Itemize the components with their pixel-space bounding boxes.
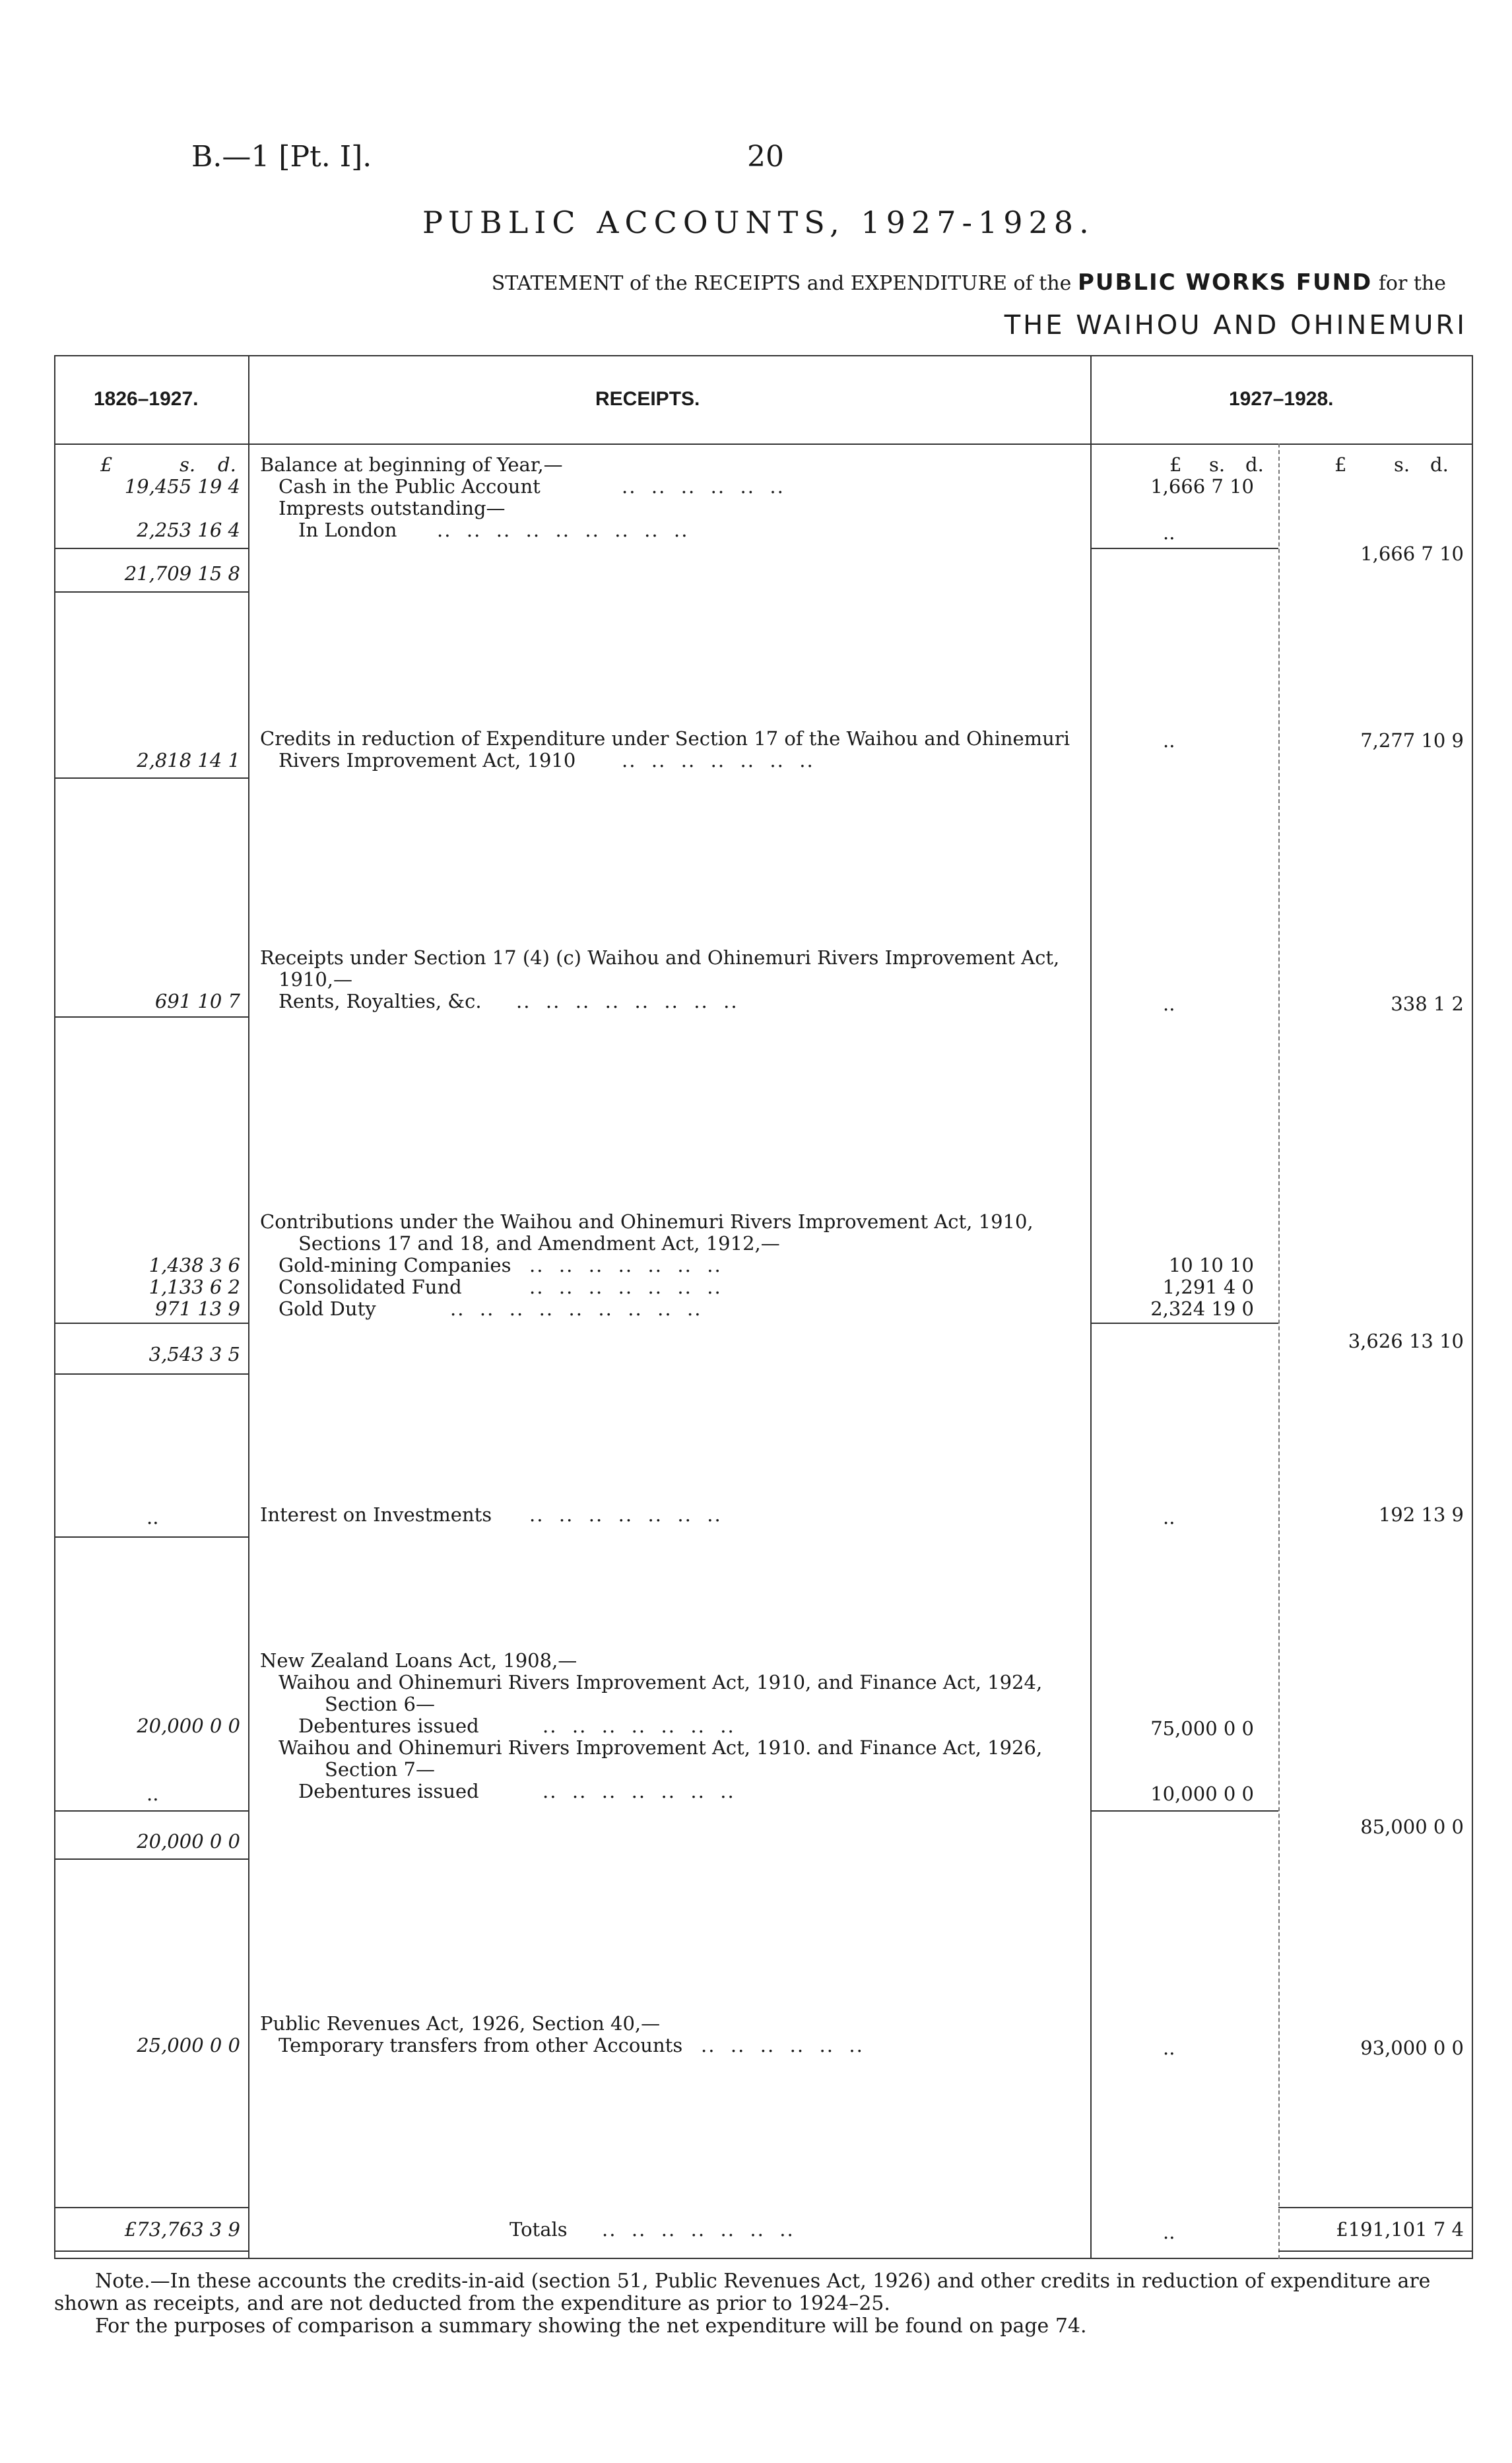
totals-curr: £191,101 7 4: [1336, 2218, 1464, 2241]
revenues-leader: .. .. .. .. .. ..: [701, 2034, 864, 2056]
rents-label: Rents, Royalties, &c.: [279, 990, 482, 1012]
page-number: 20: [747, 140, 784, 174]
revenues-heading: Public Revenues Act, 1926, Section 40,—: [260, 2012, 661, 2035]
consolidated-fund-label: Consolidated Fund: [279, 1276, 462, 1298]
imprests-label: Imprests outstanding—: [279, 497, 506, 519]
receipts-table: [54, 355, 1473, 2258]
contributions-subtotal-line-top: [54, 1323, 248, 1324]
balance-detail-rule: [1090, 548, 1278, 549]
consolidated-fund-prev: 1,133 6 2: [148, 1276, 240, 1298]
col-divider-receipts: [1090, 355, 1092, 2259]
fund-name: PUBLIC WORKS FUND: [1077, 269, 1373, 296]
gold-duty-label: Gold Duty: [279, 1297, 376, 1320]
table-top-border: [54, 355, 1473, 356]
rents-leader: .. .. .. .. .. .. .. ..: [516, 990, 739, 1012]
credits-curr-detail: ..: [1163, 729, 1175, 752]
interest-rule: [54, 1536, 248, 1538]
table-bottom-border: [54, 2258, 1473, 2259]
table-left-border: [54, 355, 55, 2259]
revenues-curr-detail: ..: [1163, 2037, 1175, 2059]
unit-shilling-total: s.: [1394, 453, 1410, 476]
interest-curr-detail: ..: [1163, 1506, 1175, 1528]
loans-a-label: Debentures issued: [298, 1715, 479, 1737]
loans-total-curr: 85,000 0 0: [1360, 1816, 1464, 1838]
totals-label: Totals: [509, 2218, 568, 2241]
contributions-subtotal-line-bottom: [54, 1373, 248, 1375]
statement-prefix: STATEMENT of the RECEIPTS and EXPENDITURE of the: [491, 272, 1072, 295]
credits-curr-total: 7,277 10 9: [1360, 729, 1464, 752]
statement-subtitle: THE WAIHOU AND OHINEMURI: [1004, 310, 1467, 341]
credits-rule: [54, 777, 248, 779]
table-right-border: [1472, 355, 1473, 2259]
rents-line1: Receipts under Section 17 (4) (c) Waihou and Ohinemuri Rivers Improvement Act,: [260, 946, 1060, 969]
loans-b-leader: .. .. .. .. .. .. ..: [542, 1780, 735, 1802]
balance-total-curr: 1,666 7 10: [1360, 542, 1464, 565]
cash-leader: .. .. .. .. .. ..: [622, 475, 785, 498]
balance-subtotal-line-bottom: [54, 591, 248, 593]
credits-line2: Rivers Improvement Act, 1910: [279, 749, 576, 772]
consolidated-fund-leader: .. .. .. .. .. .. ..: [529, 1276, 722, 1298]
cash-label: Cash in the Public Account: [279, 475, 541, 498]
interest-leader: .. .. .. .. .. .. ..: [529, 1503, 722, 1526]
revenues-curr-total: 93,000 0 0: [1360, 2037, 1464, 2059]
unit-shilling-detail: s.: [1209, 453, 1226, 476]
totals-leader: .. .. .. .. .. .. ..: [602, 2218, 795, 2241]
cash-curr: 1,666 7 10: [1150, 475, 1254, 498]
totals-rule-curr-top: [1278, 2207, 1472, 2208]
loans-detail-rule: [1090, 1810, 1278, 1812]
balance-subtotal-line-top: [54, 548, 248, 549]
unit-shilling-prev: s.: [180, 453, 196, 476]
unit-pound-prev: £: [100, 453, 113, 476]
rents-curr-total: 338 1 2: [1391, 993, 1464, 1015]
rents-line2: 1910,—: [279, 968, 353, 991]
col-header-prev-year: 1826–1927.: [94, 388, 199, 410]
london-curr: ..: [1163, 521, 1175, 544]
interest-prev: ..: [147, 1506, 159, 1528]
unit-pence-total: d.: [1430, 453, 1449, 476]
header-bottom-border: [54, 443, 1473, 445]
gold-mining-leader: .. .. .. .. .. .. ..: [529, 1254, 722, 1276]
totals-curr-detail: ..: [1163, 2221, 1175, 2243]
unit-pound-detail: £: [1169, 453, 1182, 476]
interest-label: Interest on Investments: [260, 1503, 492, 1526]
loans-heading: New Zealand Loans Act, 1908,—: [260, 1649, 577, 1672]
loans-b-line1: Waihou and Ohinemuri Rivers Improvement Act, 1910. and Finance Act, 1926,: [279, 1736, 1043, 1759]
balance-subtotal-prev: 21,709 15 8: [124, 562, 240, 585]
rents-prev: 691 10 7: [154, 990, 240, 1012]
footnote-line2: For the purposes of comparison a summary showing the net expenditure will be found on page 74.: [95, 2315, 1087, 2338]
revenues-prev: 25,000 0 0: [137, 2034, 240, 2056]
loans-subtotal-line-top: [54, 1810, 248, 1812]
loans-subtotal-line-bottom: [54, 1858, 248, 1860]
loans-b-line2: Section 7—: [325, 1758, 436, 1781]
unit-pence-prev: d.: [218, 453, 236, 476]
credits-prev: 2,818 14 1: [137, 749, 240, 772]
gold-mining-label: Gold-mining Companies: [279, 1254, 511, 1276]
totals-rule-prev-bottom: [54, 2250, 248, 2252]
totals-rule-curr-bottom: [1278, 2250, 1472, 2252]
loans-a-line1: Waihou and Ohinemuri Rivers Improvement Act, 1910, and Finance Act, 1924,: [279, 1671, 1043, 1693]
loans-a-curr: 75,000 0 0: [1150, 1717, 1254, 1740]
col-divider-prev: [248, 355, 249, 2259]
loans-b-prev: ..: [147, 1783, 159, 1805]
interest-curr-total: 192 13 9: [1378, 1503, 1464, 1526]
col-header-curr-year: 1927–1928.: [1229, 388, 1334, 410]
statement-suffix: for the: [1378, 272, 1446, 295]
loans-a-prev: 20,000 0 0: [137, 1715, 240, 1737]
gold-mining-prev: 1,438 3 6: [148, 1254, 240, 1276]
gold-duty-leader: .. .. .. .. .. .. .. .. ..: [450, 1297, 702, 1320]
footnote: [54, 2270, 1473, 2338]
london-prev: 2,253 16 4: [137, 519, 240, 541]
loans-a-leader: .. .. .. .. .. .. ..: [542, 1715, 735, 1737]
totals-prev: £73,763 3 9: [124, 2218, 240, 2241]
contributions-line2: Sections 17 and 18, and Amendment Act, 1912,—: [298, 1232, 780, 1255]
document-reference: B.—1 [Pt. I].: [191, 140, 372, 174]
loans-a-line2: Section 6—: [325, 1693, 436, 1715]
london-leader: .. .. .. .. .. .. .. .. ..: [437, 519, 689, 541]
gold-mining-curr: 10 10 10: [1168, 1254, 1254, 1276]
contributions-detail-rule: [1090, 1323, 1278, 1324]
contributions-total-curr: 3,626 13 10: [1348, 1330, 1464, 1352]
credits-line1: Credits in reduction of Expenditure under Section 17 of the Waihou and Ohinemuri: [260, 727, 1070, 750]
cash-prev: 19,455 19 4: [124, 475, 240, 498]
london-label: In London: [298, 519, 397, 541]
gold-duty-curr: 2,324 19 0: [1150, 1297, 1254, 1320]
col-header-receipts: RECEIPTS.: [595, 388, 700, 410]
loans-b-label: Debentures issued: [298, 1780, 479, 1802]
rents-rule: [54, 1016, 248, 1018]
contributions-subtotal-prev: 3,543 3 5: [148, 1343, 240, 1365]
loans-b-curr: 10,000 0 0: [1150, 1783, 1254, 1805]
loans-subtotal-prev: 20,000 0 0: [137, 1830, 240, 1853]
credits-leader: .. .. .. .. .. .. ..: [622, 749, 814, 772]
totals-rule-prev-top: [54, 2207, 248, 2208]
contributions-line1: Contributions under the Waihou and Ohinemuri Rivers Improvement Act, 1910,: [260, 1210, 1034, 1233]
unit-pound-total: £: [1334, 453, 1347, 476]
unit-pence-detail: d.: [1245, 453, 1264, 476]
rents-curr-detail: ..: [1163, 993, 1175, 1015]
gold-duty-prev: 971 13 9: [154, 1297, 240, 1320]
page-title: PUBLIC ACCOUNTS, 1927-1928.: [422, 205, 1095, 240]
statement-line: [492, 269, 1446, 296]
footnote-line1: Note.—In these accounts the credits-in-aid (section 51, Public Revenues Act, 1926) and other credits in reduction of expenditure are shown as receipts, and are not deducted from the expenditure as prior to 1924–25.: [54, 2270, 1431, 2315]
col-divider-detail: [1278, 443, 1280, 2259]
revenues-label: Temporary transfers from other Accounts: [279, 2034, 683, 2056]
consolidated-fund-curr: 1,291 4 0: [1162, 1276, 1254, 1298]
balance-heading: Balance at beginning of Year,—: [260, 453, 563, 476]
